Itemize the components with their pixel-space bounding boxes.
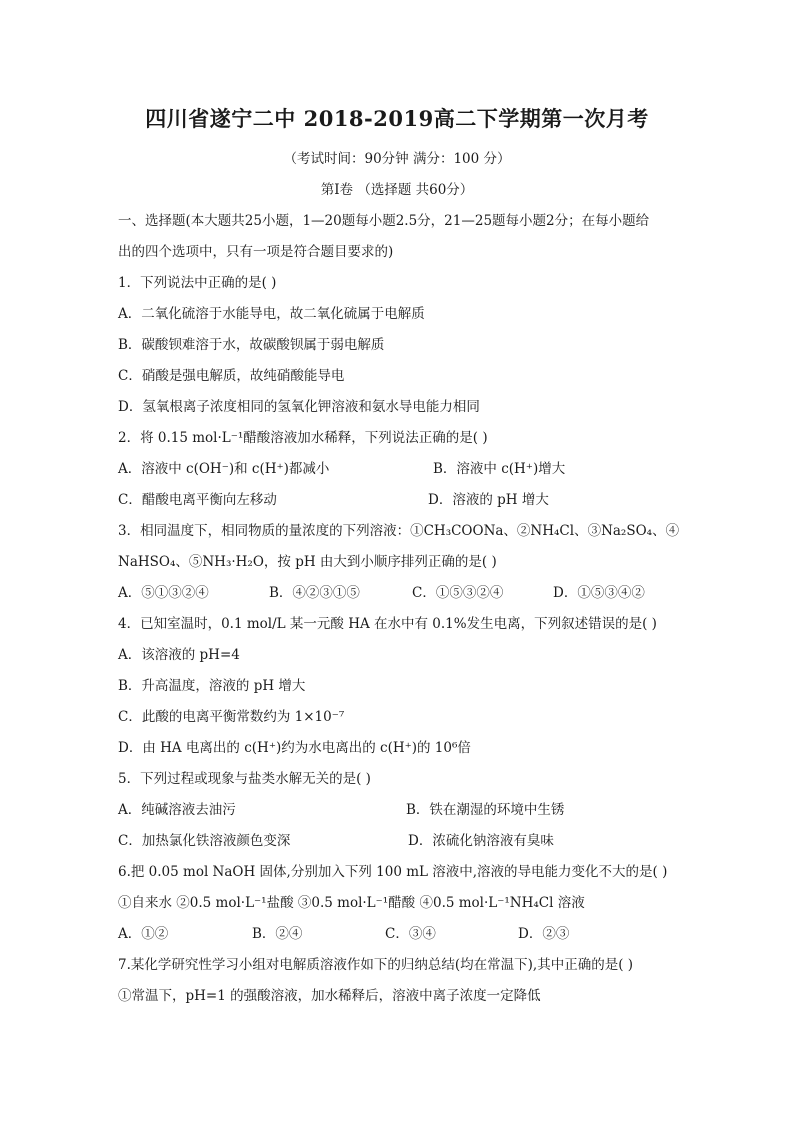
q1-option-c: C．硝酸是强电解质，故纯硝酸能导电	[118, 368, 345, 384]
section-intro-line1: 一、选择题(本大题共25小题，1—20题每小题2.5分，21—25题每小题2分；在每小题给	[118, 213, 650, 229]
q2-stem: 2．将 0.15 mol·L⁻¹醋酸溶液加水稀释，下列说法正确的是( )	[118, 430, 488, 446]
q5-option-b: B．铁在潮湿的环境中生锈	[406, 802, 565, 818]
q4-option-b: B．升高温度，溶液的 pH 增大	[118, 678, 306, 694]
q6-option-b: B．②④	[252, 926, 303, 942]
q5-stem: 5．下列过程或现象与盐类水解无关的是( )	[118, 771, 371, 787]
exam-title: 四川省遂宁二中 2018-2019高二下学期第一次月考	[145, 106, 649, 131]
q3-option-a: A．⑤①③②④	[118, 585, 209, 601]
q2-option-b: B．溶液中 c(H⁺)增大	[433, 461, 566, 477]
q1-option-a: A．二氧化硫溶于水能导电，故二氧化硫属于电解质	[118, 306, 425, 322]
q5-option-c: C．加热氯化铁溶液颜色变深	[118, 833, 291, 849]
q6-items: ①自来水 ②0.5 mol·L⁻¹盐酸 ③0.5 mol·L⁻¹醋酸 ④0.5 mol·L⁻¹NH₄Cl 溶液	[118, 895, 585, 911]
q1-option-b: B．碳酸钡难溶于水，故碳酸钡属于弱电解质	[118, 337, 385, 353]
volume-heading: 第Ⅰ卷 （选择题 共60分）	[320, 182, 474, 198]
q6-stem: 6.把 0.05 mol NaOH 固体,分别加入下列 100 mL 溶液中,溶液的导电能力变化不大的是( )	[118, 864, 668, 880]
q3-option-d: D．①⑤③④②	[553, 585, 645, 601]
q5-option-d: D．浓硫化钠溶液有臭味	[408, 833, 554, 849]
q7-stem: 7.某化学研究性学习小组对电解质溶液作如下的归纳总结(均在常温下),其中正确的是( )	[118, 957, 634, 973]
section-intro-line2: 出的四个选项中，只有一项是符合题目要求的)	[118, 244, 394, 260]
q1-stem: 1．下列说法中正确的是( )	[118, 275, 277, 291]
q3-stem-line1: 3．相同温度下，相同物质的量浓度的下列溶液：①CH₃COONa、②NH₄Cl、③Na₂SO₄、④	[118, 523, 680, 539]
exam-info: （考试时间：90分钟 满分：100 分）	[283, 151, 511, 167]
q2-option-a: A．溶液中 c(OH⁻)和 c(H⁺)都减小	[118, 461, 330, 477]
q5-option-a: A．纯碱溶液去油污	[118, 802, 236, 818]
q4-option-d: D．由 HA 电离出的 c(H⁺)约为水电离出的 c(H⁺)的 10⁶倍	[118, 740, 471, 756]
q4-stem: 4．已知室温时，0.1 mol/L 某一元酸 HA 在水中有 0.1%发生电离，下列叙述错误的是( )	[118, 616, 657, 632]
q3-stem-line2: NaHSO₄、⑤NH₃·H₂O，按 pH 由大到小顺序排列正确的是( )	[118, 554, 497, 570]
q3-option-b: B．④②③①⑤	[269, 585, 360, 601]
q4-option-a: A．该溶液的 pH=4	[118, 647, 240, 663]
q6-option-d: D．②③	[518, 926, 570, 942]
q2-option-c: C．醋酸电离平衡向左移动	[118, 492, 277, 508]
q4-option-c: C．此酸的电离平衡常数约为 1×10⁻⁷	[118, 709, 345, 725]
q6-option-c: C．③④	[385, 926, 436, 942]
q6-option-a: A．①②	[118, 926, 169, 942]
q2-option-d: D．溶液的 pH 增大	[428, 492, 549, 508]
q1-option-d: D．氢氧根离子浓度相同的氢氧化钾溶液和氨水导电能力相同	[118, 399, 480, 415]
q3-option-c: C．①⑤③②④	[412, 585, 504, 601]
q7-item-1: ①常温下，pH=1 的强酸溶液，加水稀释后，溶液中离子浓度一定降低	[118, 988, 541, 1004]
